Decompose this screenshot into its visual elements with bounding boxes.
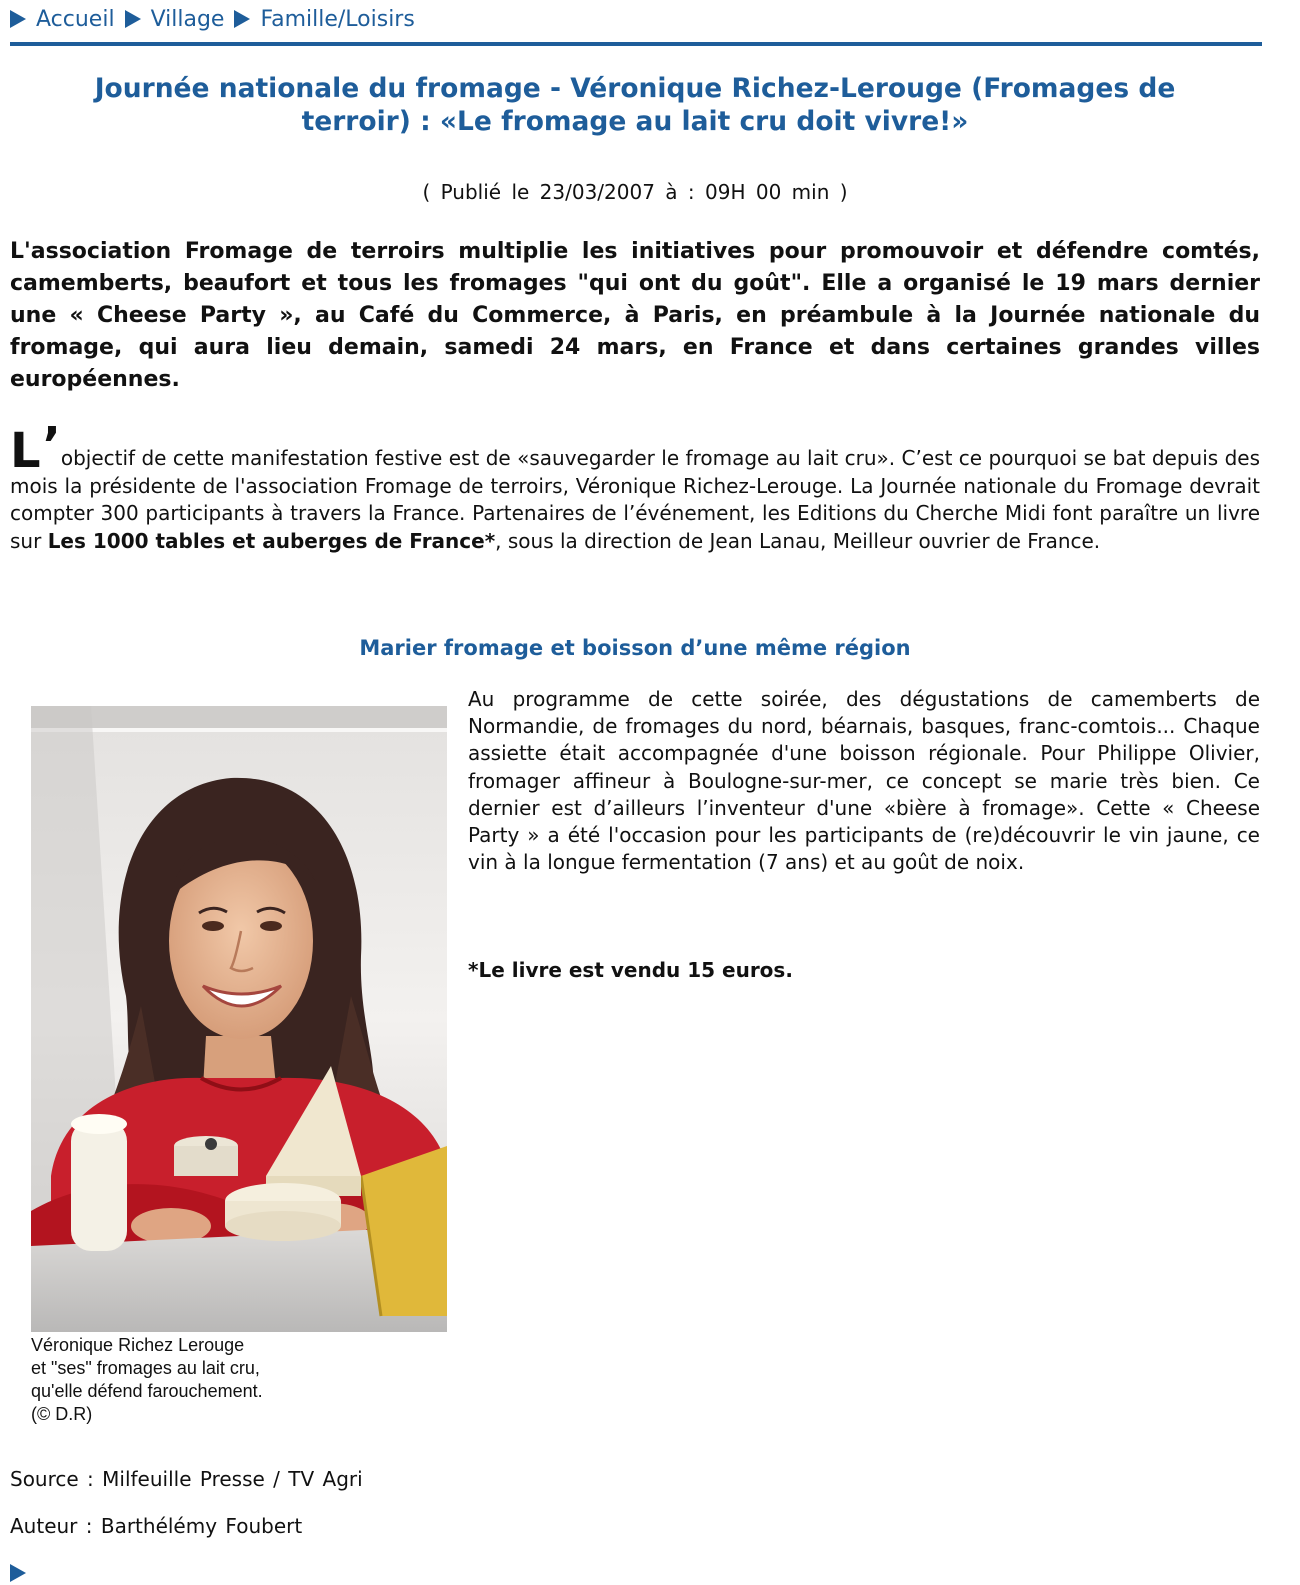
play-arrow-icon — [10, 1564, 26, 1582]
caption-line: qu'elle défend farouchement. — [31, 1381, 263, 1401]
article-title: Journée nationale du fromage - Véronique Richez-Lerouge (Fromages de terroir) : «Le fromage au lait cru doit vivre!» — [94, 73, 1176, 137]
caption-credit: (© D.R) — [31, 1404, 93, 1424]
article-author: Auteur : Barthélémy Foubert — [10, 1514, 303, 1538]
article-lead: L'association Fromage de terroirs multiplie les initiatives pour promouvoir et défendre comtés, camemberts, beaufort et tous les fromages "qui ont du goût". Elle a organisé le 19 mars dernier une « Cheese Party », au Café du Commerce, à Paris, en préambule à la Journée nationale du fromage, qui aura lieu demain, samedi 24 mars, en France et dans certaines grandes villes européennes. — [10, 239, 1260, 392]
drop-cap-apostrophe: ’ — [42, 417, 61, 473]
breadcrumb — [10, 4, 425, 34]
caption-line: et "ses" fromages au lait cru, — [31, 1358, 260, 1378]
breadcrumb-label: Famille/Loisirs — [260, 6, 415, 32]
header-divider — [10, 42, 1262, 46]
breadcrumb-label: Village — [150, 6, 225, 32]
drop-cap: L — [10, 423, 41, 479]
portrait-photo — [31, 706, 447, 1332]
breadcrumb-item-accueil[interactable] — [10, 7, 115, 32]
breadcrumb-label: Accueil — [36, 6, 115, 32]
book-title: Les 1000 tables et auberges de France* — [47, 528, 496, 553]
price-note: *Le livre est vendu 15 euros. — [468, 958, 793, 982]
article-side-text: Au programme de cette soirée, des dégustations de camemberts de Normandie, de fromages du nord, béarnais, basques, franc-comtois... Chaque assiette était accompagnée d'une boisson régionale. Pour Philippe Olivier, fromager affineur à Boulogne-sur-mer, ce concept se marie très bien. Ce dernier est d’ailleurs l’inventeur d'une «bière à fromage». Cette « Cheese Party » a été l'occasion pour les participants de (re)découvrir le vin jaune, ce vin à la longue fermentation (7 ans) et au goût de noix. — [468, 687, 1260, 875]
section-subtitle: Marier fromage et boisson d’une même région — [359, 636, 911, 660]
play-arrow-icon — [125, 10, 141, 28]
body-text-start: objectif de cette manifestation festive est de «sauvegarder le fromage au lait cru». C’est ce pourquoi se bat depuis des mois la présidente de l'association Fromage de terroirs, Véronique Richez-Lerouge. La Journée nationale du Fromage devrait compter 300 participants à travers la France. Partenaires de l’événement, les Editions du Cherche Midi font paraître un livre sur — [10, 446, 1260, 553]
photo-caption — [31, 1334, 451, 1426]
play-arrow-icon — [234, 10, 250, 28]
publish-date: ( Publié le 23/03/2007 à : 09H 00 min ) — [422, 180, 848, 204]
caption-line: Véronique Richez Lerouge — [31, 1335, 245, 1355]
article-source: Source : Milfeuille Presse / TV Agri — [10, 1467, 363, 1491]
body-text-end: , sous la direction de Jean Lanau, Meilleur ouvrier de France. — [495, 528, 1101, 553]
breadcrumb-item-village[interactable] — [125, 7, 225, 32]
play-arrow-icon — [10, 10, 26, 28]
more-link[interactable] — [10, 1558, 36, 1585]
article-body — [10, 417, 1260, 555]
breadcrumb-item-famille-loisirs[interactable] — [234, 7, 414, 32]
